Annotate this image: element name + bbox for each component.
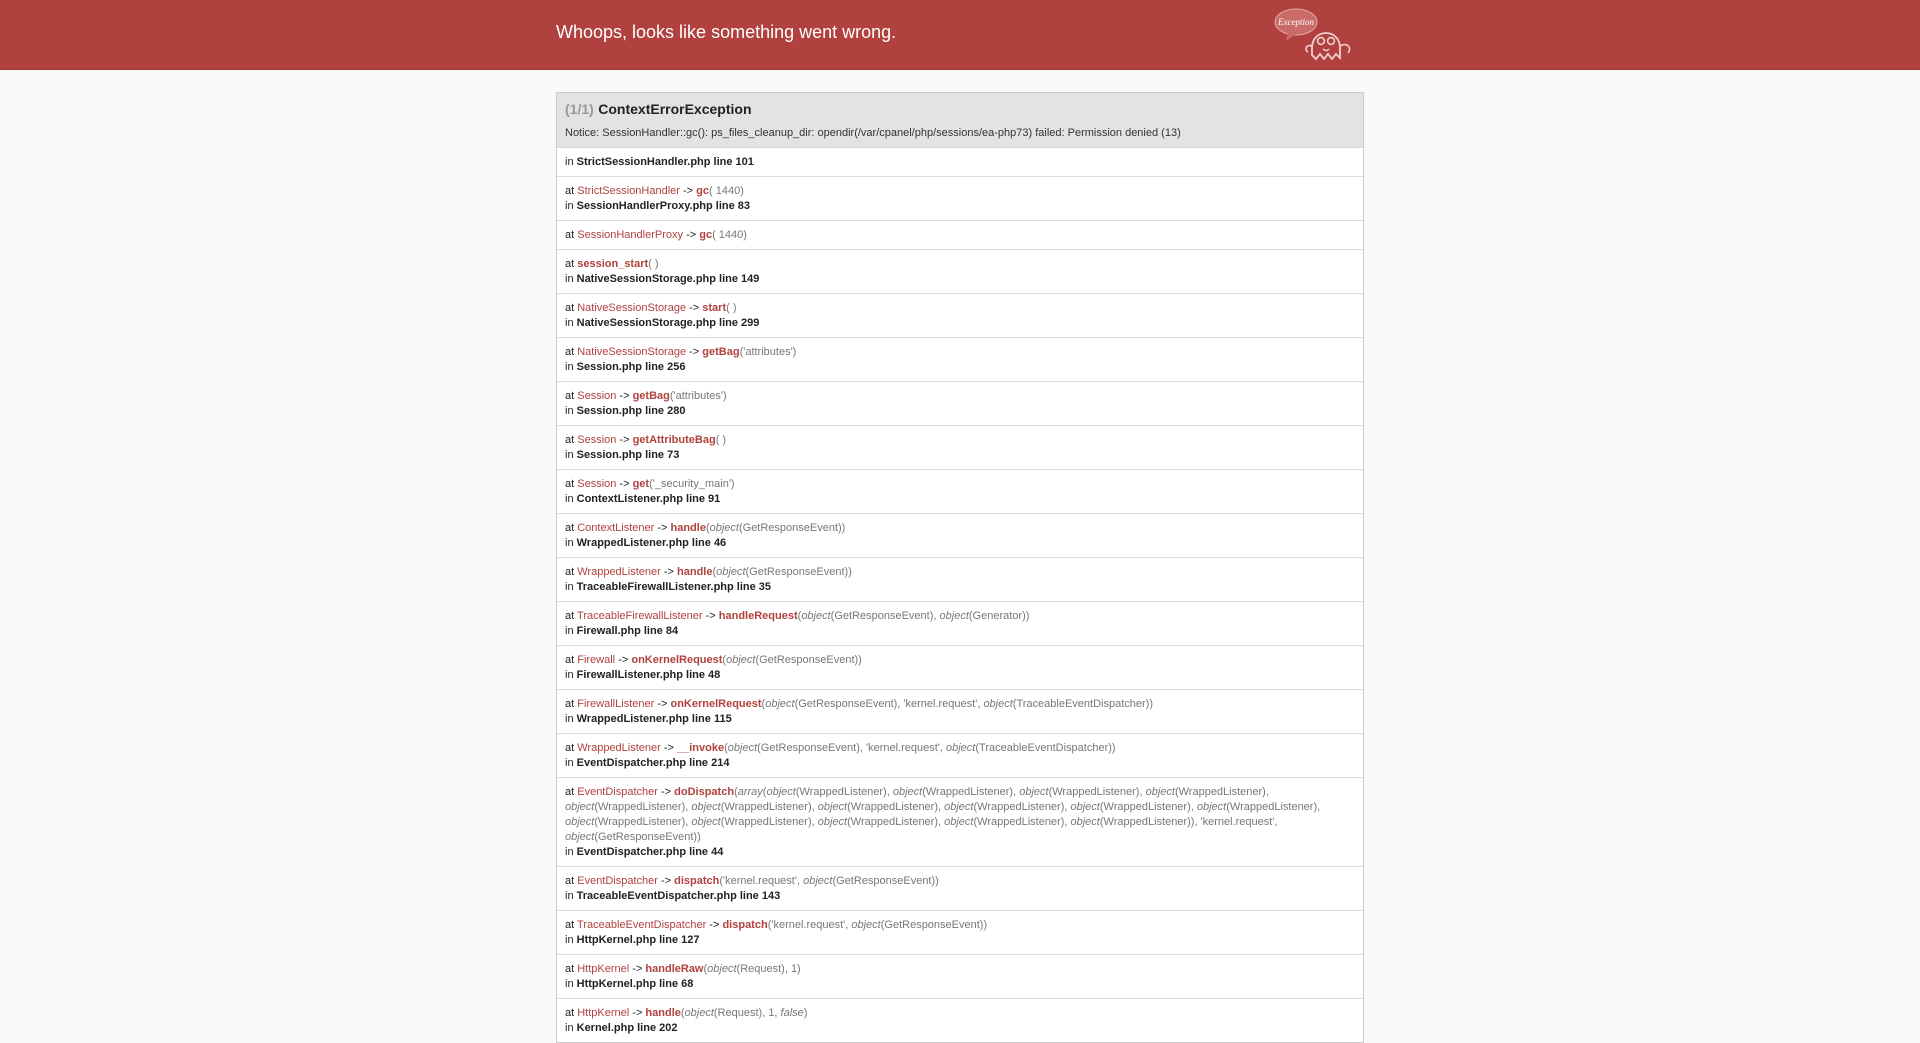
- frame-in-label: in: [565, 625, 577, 637]
- frame-arrow: ->: [616, 390, 633, 402]
- frame-arrow: ->: [657, 875, 675, 887]
- frame-args: ( ): [715, 434, 727, 446]
- frame-file: Session.php line 256: [576, 361, 686, 373]
- frame-function: getAttributeBag: [632, 434, 716, 446]
- frame-args: ( 1440): [712, 229, 747, 241]
- frame-function: start: [702, 302, 727, 314]
- frame-call: [565, 785, 1355, 845]
- frame-call: [565, 257, 1355, 272]
- stack-frame: [557, 514, 1363, 558]
- frame-function: get: [632, 478, 650, 490]
- frame-file: TraceableEventDispatcher.php line 143: [576, 890, 781, 902]
- frame-args: (object(GetResponseEvent)): [722, 654, 862, 666]
- stack-frame: [557, 426, 1363, 470]
- frame-in-label: in: [565, 1022, 577, 1034]
- frame-class: FirewallListener: [577, 698, 655, 710]
- frame-file: ContextListener.php line 91: [576, 493, 721, 505]
- frame-location: [565, 1021, 1355, 1036]
- stack-frame: [557, 177, 1363, 221]
- stack-frame: [557, 558, 1363, 602]
- stack-trace: [556, 92, 1364, 1043]
- stack-frame: [557, 734, 1363, 778]
- frame-function: handle: [677, 566, 713, 578]
- frame-function: handleRequest: [718, 610, 798, 622]
- frame-location: [565, 580, 1355, 595]
- ghost-logo-icon: [1274, 6, 1364, 62]
- frame-function: gc: [699, 229, 713, 241]
- stack-frame: [557, 221, 1363, 250]
- frame-function: handle: [670, 522, 706, 534]
- frame-args: (object(Request), 1): [703, 963, 801, 975]
- frame-class: TraceableEventDispatcher: [577, 919, 707, 931]
- frame-location: [565, 404, 1355, 419]
- frame-arrow: ->: [686, 302, 703, 314]
- frame-function: handle: [645, 1007, 681, 1019]
- frame-in-label: in: [565, 493, 577, 505]
- logo-text: Exception: [1278, 17, 1314, 27]
- frame-arrow: ->: [679, 185, 697, 197]
- frame-file: Session.php line 280: [576, 405, 686, 417]
- frame-class: Session: [577, 434, 617, 446]
- frame-class: WrappedListener: [577, 566, 661, 578]
- frame-file: WrappedListener.php line 46: [576, 537, 727, 549]
- frame-location: [565, 360, 1355, 375]
- frame-at-label: at: [565, 698, 578, 710]
- frame-list: [557, 148, 1363, 1042]
- frame-in-label: in: [565, 581, 577, 593]
- frame-function: getBag: [632, 390, 670, 402]
- frame-file: NativeSessionStorage.php line 149: [576, 273, 760, 285]
- frame-class: Session: [577, 390, 617, 402]
- frame-file: WrappedListener.php line 115: [576, 713, 732, 725]
- frame-in-label: in: [565, 449, 577, 461]
- frame-call: [565, 1006, 1355, 1021]
- frame-class: NativeSessionStorage: [577, 346, 687, 358]
- frame-call: [565, 301, 1355, 316]
- frame-location: [565, 845, 1355, 860]
- frame-args: (object(GetResponseEvent)): [705, 522, 846, 534]
- frame-function: dispatch: [674, 875, 720, 887]
- stack-frame: [557, 690, 1363, 734]
- frame-arrow: ->: [616, 478, 633, 490]
- frame-location: [565, 536, 1355, 551]
- frame-call: [565, 741, 1355, 756]
- frame-call: [565, 389, 1355, 404]
- frame-class: ContextListener: [577, 522, 655, 534]
- stack-frame: [557, 955, 1363, 999]
- frame-arrow: ->: [654, 522, 671, 534]
- frame-args: (array(object(WrappedListener), object(WrappedListener), object(WrappedListener), object(WrappedListener), object(WrappedListener), object(WrappedListener), object(WrappedListener), object(WrappedListener), object(WrappedListener), object(WrappedListener), object(WrappedListener), object(WrappedListener), object(WrappedListener), object(WrappedListener), object(WrappedListener)), 'kernel.request', object(GetResponseEvent)): [565, 786, 1321, 843]
- frame-class: TraceableFirewallListener: [577, 610, 703, 622]
- frame-call: [565, 918, 1355, 933]
- exception-class: ContextErrorException: [598, 101, 752, 117]
- exception-count: (1/1): [565, 101, 594, 117]
- stack-frame: [557, 911, 1363, 955]
- frame-at-label: at: [565, 434, 578, 446]
- frame-in-label: in: [565, 713, 577, 725]
- frame-at-label: at: [565, 185, 578, 197]
- frame-call: [565, 565, 1355, 580]
- frame-call: [565, 433, 1355, 448]
- frame-class: Firewall: [577, 654, 616, 666]
- frame-in-label: in: [565, 200, 577, 212]
- frame-file: NativeSessionStorage.php line 299: [576, 317, 760, 329]
- frame-at-label: at: [565, 654, 578, 666]
- frame-in-label: in: [565, 846, 577, 858]
- frame-in-label: in: [565, 273, 577, 285]
- frame-function: onKernelRequest: [670, 698, 762, 710]
- frame-args: ('attributes'): [739, 346, 797, 358]
- stack-frame: [557, 338, 1363, 382]
- frame-arrow: ->: [686, 346, 703, 358]
- frame-call: [565, 521, 1355, 536]
- frame-call: [565, 228, 1355, 243]
- frame-function: dispatch: [722, 919, 768, 931]
- frame-call: [565, 345, 1355, 360]
- page-title: Whoops, looks like something went wrong.: [556, 22, 897, 42]
- frame-location: [565, 889, 1355, 904]
- frame-class: HttpKernel: [577, 1007, 630, 1019]
- frame-args: ( 1440): [709, 185, 744, 197]
- frame-at-label: at: [565, 346, 578, 358]
- frame-arrow: ->: [702, 610, 719, 622]
- frame-location: [565, 668, 1355, 683]
- frame-location: [565, 933, 1355, 948]
- frame-in-label: in: [565, 317, 577, 329]
- frame-at-label: at: [565, 258, 578, 270]
- frame-call: [565, 477, 1355, 492]
- frame-location: [565, 492, 1355, 507]
- exception-message: Notice: SessionHandler::gc(): ps_files_cleanup_dir: opendir(/var/cpanel/php/sessions/ea-php73) failed: Permission denied (13): [565, 127, 1181, 139]
- frame-at-label: at: [565, 610, 578, 622]
- frame-file: HttpKernel.php line 127: [576, 934, 700, 946]
- frame-args: ('_security_main'): [649, 478, 735, 490]
- frame-class: EventDispatcher: [577, 786, 658, 798]
- frame-in-label: in: [565, 890, 577, 902]
- frame-location: [565, 712, 1355, 727]
- frame-function: getBag: [702, 346, 740, 358]
- frame-at-label: at: [565, 742, 578, 754]
- frame-in-label: in: [565, 361, 577, 373]
- frame-class: HttpKernel: [577, 963, 630, 975]
- frame-arrow: ->: [654, 698, 671, 710]
- frame-function: handleRaw: [645, 963, 704, 975]
- stack-frame: [557, 294, 1363, 338]
- stack-frame: [557, 250, 1363, 294]
- frame-at-label: at: [565, 390, 578, 402]
- frame-arrow: ->: [629, 1007, 646, 1019]
- frame-class: StrictSessionHandler: [577, 185, 680, 197]
- frame-function: onKernelRequest: [631, 654, 723, 666]
- frame-class: NativeSessionStorage: [577, 302, 687, 314]
- frame-at-label: at: [565, 478, 578, 490]
- frame-arrow: ->: [660, 566, 678, 578]
- frame-file: EventDispatcher.php line 44: [576, 846, 724, 858]
- frame-location: [565, 448, 1355, 463]
- stack-frame: [557, 602, 1363, 646]
- stack-frame: [557, 148, 1363, 177]
- header-inner: [556, 0, 1364, 69]
- frame-arrow: ->: [657, 786, 675, 798]
- frame-call: [565, 609, 1355, 624]
- frame-in-label: in: [565, 405, 577, 417]
- frame-file: HttpKernel.php line 68: [576, 978, 694, 990]
- frame-location: [565, 756, 1355, 771]
- frame-args: ( ): [648, 258, 659, 270]
- frame-class: SessionHandlerProxy: [577, 229, 684, 241]
- frame-at-label: at: [565, 302, 578, 314]
- stack-frame: [557, 470, 1363, 514]
- frame-call: [565, 697, 1355, 712]
- frame-args: ('kernel.request', object(GetResponseEvent)): [767, 919, 988, 931]
- frame-in-label: in: [565, 978, 577, 990]
- frame-class: WrappedListener: [577, 742, 661, 754]
- frame-args: (object(GetResponseEvent), 'kernel.request', object(TraceableEventDispatcher)): [724, 742, 1116, 754]
- frame-at-label: at: [565, 229, 578, 241]
- frame-arrow: ->: [615, 654, 632, 666]
- frame-at-label: at: [565, 919, 578, 931]
- frame-arrow: ->: [683, 229, 700, 241]
- frame-location: [565, 199, 1355, 214]
- frame-file: Kernel.php line 202: [576, 1022, 678, 1034]
- frame-file: Firewall.php line 84: [576, 625, 679, 637]
- frame-at-label: at: [565, 963, 578, 975]
- frame-call: [565, 184, 1355, 199]
- frame-args: ('kernel.request', object(GetResponseEvent)): [719, 875, 939, 887]
- frame-file: Session.php line 73: [576, 449, 680, 461]
- frame-call: [565, 653, 1355, 668]
- frame-file: FirewallListener.php line 48: [576, 669, 721, 681]
- frame-arrow: ->: [616, 434, 633, 446]
- frame-at-label: at: [565, 1007, 578, 1019]
- frame-in-label: in: [565, 934, 577, 946]
- frame-arrow: ->: [629, 963, 646, 975]
- frame-class: EventDispatcher: [577, 875, 658, 887]
- frame-at-label: at: [565, 566, 578, 578]
- frame-location: [565, 977, 1355, 992]
- frame-in-label: in: [565, 156, 577, 168]
- stack-frame: [557, 646, 1363, 690]
- frame-args: ( ): [726, 302, 737, 314]
- frame-file: StrictSessionHandler.php line 101: [576, 156, 754, 168]
- frame-args: (object(GetResponseEvent)): [712, 566, 852, 578]
- frame-at-label: at: [565, 786, 578, 798]
- frame-file: TraceableFirewallListener.php line 35: [576, 581, 772, 593]
- frame-location: [565, 272, 1355, 287]
- frame-in-label: in: [565, 757, 577, 769]
- frame-args: (object(Request), 1, false): [680, 1007, 808, 1019]
- frame-function: __invoke: [677, 742, 725, 754]
- frame-args: (object(GetResponseEvent), 'kernel.request', object(TraceableEventDispatcher)): [761, 698, 1153, 710]
- exception-header: [557, 93, 1363, 148]
- frame-function: doDispatch: [674, 786, 735, 798]
- frame-args: (object(GetResponseEvent), object(Generator)): [797, 610, 1030, 622]
- frame-location: [565, 155, 1355, 170]
- frame-at-label: at: [565, 875, 578, 887]
- frame-file: EventDispatcher.php line 214: [576, 757, 730, 769]
- frame-location: [565, 624, 1355, 639]
- stack-frame: [557, 867, 1363, 911]
- frame-arrow: ->: [706, 919, 723, 931]
- frame-at-label: at: [565, 522, 578, 534]
- frame-function: gc: [696, 185, 709, 197]
- frame-call: [565, 962, 1355, 977]
- stack-frame: [557, 382, 1363, 426]
- frame-in-label: in: [565, 669, 577, 681]
- stack-trace-container: [556, 92, 1364, 1043]
- frame-location: [565, 316, 1355, 331]
- frame-file: SessionHandlerProxy.php line 83: [576, 200, 751, 212]
- frame-call: [565, 874, 1355, 889]
- frame-in-label: in: [565, 537, 577, 549]
- stack-frame: [557, 999, 1363, 1042]
- frame-class: Session: [577, 478, 617, 490]
- frame-args: ('attributes'): [669, 390, 727, 402]
- error-header: [0, 0, 1920, 70]
- frame-function: session_start: [577, 258, 649, 270]
- frame-arrow: ->: [660, 742, 678, 754]
- stack-frame: [557, 778, 1363, 867]
